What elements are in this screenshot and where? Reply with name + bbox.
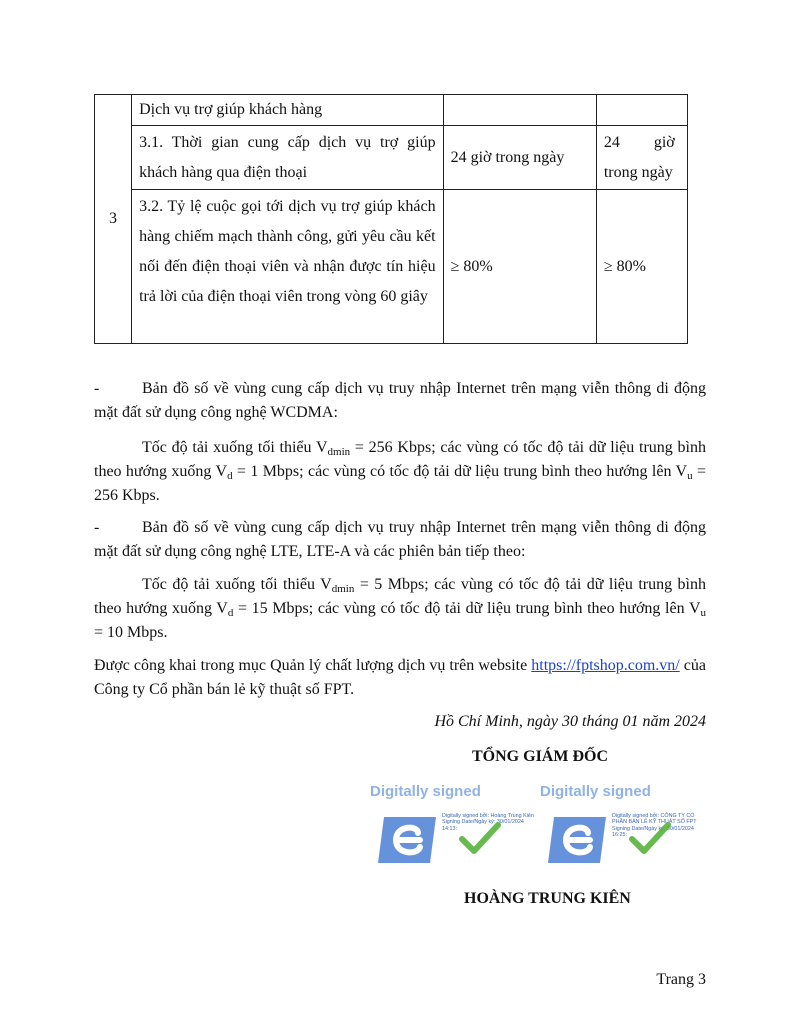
subscript-dmin: dmin: [327, 446, 351, 458]
signature-caption: Digitally signed: [540, 783, 651, 800]
declared-line-2: trong ngày: [603, 164, 673, 181]
service-quality-table: [94, 94, 688, 344]
page-number: Trang 3: [656, 971, 706, 988]
wcdma-heading-text: Bản đồ số về vùng cung cấp dịch vụ truy nhập Internet trên mạng viễn thông di động mặt đất sử dụng công nghệ WCDMA:: [94, 380, 706, 421]
subscript-d: d: [227, 607, 234, 619]
declared-line-1-text: 24 giờ: [603, 134, 675, 151]
position-title: TỔNG GIÁM ĐỐC: [472, 748, 608, 765]
lte-text-4: = 10 Mbps.: [94, 624, 168, 641]
declared-cell: [596, 126, 687, 190]
lte-text-3: = 15 Mbps; các vùng có tốc độ tải dữ liệu trung bình theo hướng lên V: [233, 600, 701, 617]
standard-cell: ≥ 80%: [443, 190, 596, 344]
empty-cell: [596, 95, 687, 126]
empty-cell: [443, 95, 596, 126]
standard-cell: 24 giờ trong ngày: [443, 126, 596, 190]
table-row: [95, 190, 688, 344]
signer-name: HOÀNG TRUNG KIÊN: [464, 890, 631, 907]
digital-signature-2[interactable]: [540, 783, 710, 873]
subscript-d: d: [227, 470, 233, 482]
lte-heading: [94, 516, 706, 564]
bullet-dash: -: [94, 519, 100, 536]
wcdma-speed-paragraph: [94, 436, 706, 508]
wcdma-heading: [94, 377, 706, 425]
subscript-u: u: [687, 470, 693, 482]
wcdma-text-2: = 256 Kbps; các vùng có tốc độ tải dữ liệu trung bình theo hướng xuống V: [94, 439, 707, 480]
indicator-text: 3.1. Thời gian cung cấp dịch vụ trợ giúp khách hàng qua điện thoại: [139, 134, 436, 181]
signature-details: Digitally signed bởi: CÔNG TY CỔ PHẦN BÁN LẺ KỸ THUẬT SỐ FPT Signing Date/Ngày ký: 30/01/2024 16:25:: [612, 813, 697, 839]
lte-speed-paragraph: [94, 573, 706, 645]
lte-text-2: = 5 Mbps; các vùng có tốc độ tải dữ liệu trung bình theo hướng xuống V: [94, 576, 706, 617]
signature-logo-icon: [548, 813, 610, 867]
subscript-u: u: [700, 607, 706, 619]
declared-line-1: [604, 128, 680, 158]
publication-text-after: của Công ty Cổ phần bán lẻ kỹ thuật số FPT.: [94, 657, 707, 698]
table-row: [95, 126, 688, 190]
checkmark-icon: [628, 821, 672, 857]
website-link[interactable]: https://fptshop.com.vn/: [531, 657, 680, 674]
indicator-cell: [132, 126, 444, 190]
signature-logo-icon: [378, 813, 440, 867]
wcdma-text-4: = 256 Kbps.: [94, 463, 706, 504]
row-number-cell: 3: [95, 95, 132, 344]
signature-caption: Digitally signed: [370, 783, 481, 800]
signature-details: Digitally signed bởi: Hoàng Trung Kiên Signing Date/Ngày ký: 30/01/2024 14:13:: [442, 813, 534, 832]
wcdma-text-3: = 1 Mbps; các vùng có tốc độ tải dữ liệu trung bình theo hướng lên V: [232, 463, 688, 480]
indicator-cell: [132, 190, 444, 344]
subscript-dmin: dmin: [331, 583, 355, 595]
declared-cell: ≥ 80%: [596, 190, 687, 344]
publication-paragraph: [94, 654, 706, 702]
table-row: [95, 95, 688, 126]
date-line: Hồ Chí Minh, ngày 30 tháng 01 năm 2024: [434, 713, 706, 730]
wcdma-text-1: Tốc độ tải xuống tối thiểu V: [142, 439, 328, 456]
group-title-cell: Dịch vụ trợ giúp khách hàng: [132, 95, 444, 126]
lte-text-1: Tốc độ tải xuống tối thiểu V: [142, 576, 332, 593]
bullet-dash: -: [94, 380, 100, 397]
checkmark-icon: [458, 821, 502, 857]
indicator-text: 3.2. Tỷ lệ cuộc gọi tới dịch vụ trợ giúp khách hàng chiếm mạch thành công, gửi yêu cầu kết nối đến điện thoại viên và nhận được tín hiệu trả lời của điện thoại viên trong vòng 60 giây: [139, 198, 436, 305]
lte-heading-text: Bản đồ số về vùng cung cấp dịch vụ truy nhập Internet trên mạng viễn thông di động mặt đất sử dụng công nghệ LTE, LTE-A và các phiên bản tiếp theo:: [94, 519, 706, 560]
publication-text-before: Được công khai trong mục Quản lý chất lượng dịch vụ trên website: [94, 657, 532, 674]
digital-signature-1[interactable]: [370, 783, 540, 873]
